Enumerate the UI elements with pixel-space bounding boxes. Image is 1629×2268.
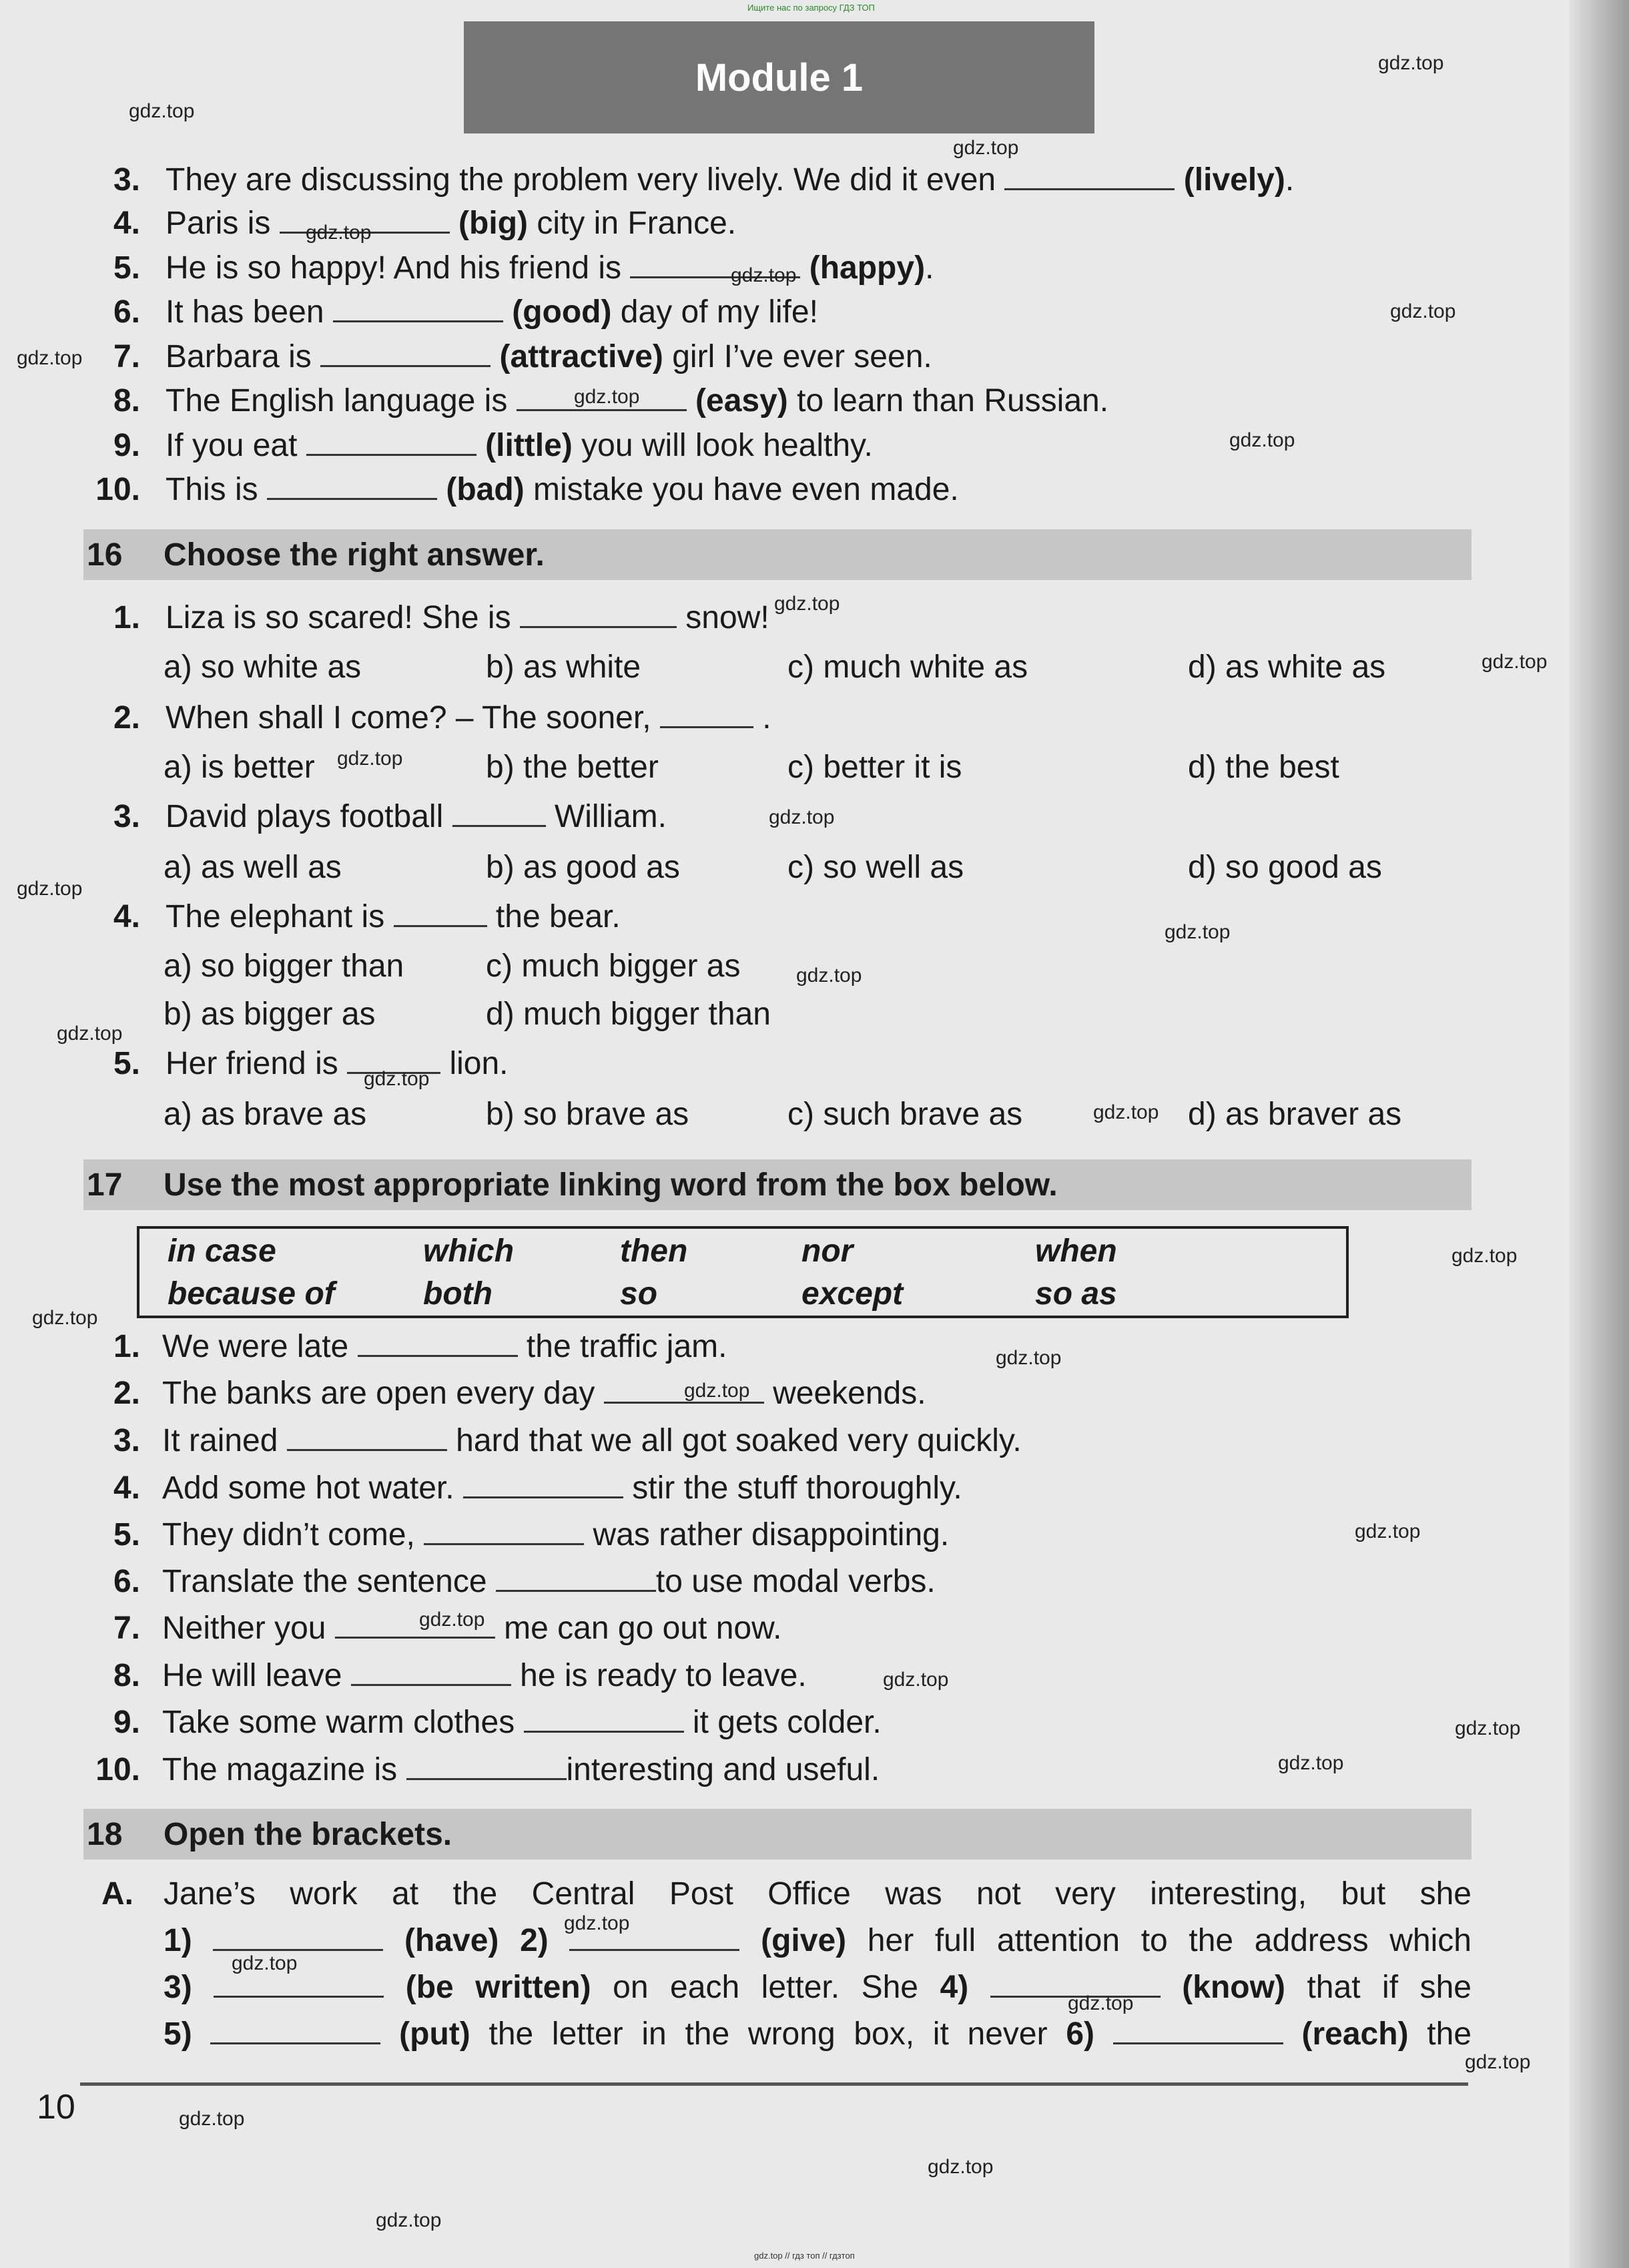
item-number: 3. xyxy=(113,799,140,834)
item-number: 6. xyxy=(113,1564,140,1599)
watermark: gdz.top xyxy=(1278,1752,1344,1774)
section-number: 18 xyxy=(87,1817,123,1852)
item-number: 4. xyxy=(113,206,140,241)
box-word: because of xyxy=(168,1276,335,1312)
box-word: in case xyxy=(168,1233,276,1269)
answer-option: a) so bigger than xyxy=(164,948,404,984)
paragraph-line: 1) (have) 2) (give) her full attention to the address which xyxy=(164,1923,1472,1958)
item-number: 8. xyxy=(113,383,140,418)
watermark: gdz.top xyxy=(306,222,372,244)
ex15-item: The English language is (easy) to learn than Russian. xyxy=(166,383,1109,418)
question-text: Her friend is lion. xyxy=(166,1046,509,1081)
section-title: Use the most appropriate linking word from the box below. xyxy=(164,1167,1058,1203)
page-edge-shadow xyxy=(1569,0,1629,2268)
item-number: 10. xyxy=(95,472,140,507)
watermark: gdz.top xyxy=(17,347,83,369)
item-number: 3. xyxy=(113,162,140,198)
ex15-item: They are discussing the problem very lively. We did it even (lively). xyxy=(166,162,1295,198)
answer-option: b) the better xyxy=(486,750,659,785)
question-text: When shall I come? – The sooner, . xyxy=(166,700,771,736)
answer-option: c) better it is xyxy=(787,750,962,785)
watermark: gdz.top xyxy=(337,748,403,770)
answer-option: a) so white as xyxy=(164,649,362,685)
section-number: 17 xyxy=(87,1167,123,1203)
box-word: nor xyxy=(801,1233,854,1269)
ex17-item: We were late the traffic jam. xyxy=(162,1329,727,1364)
watermark: gdz.top xyxy=(883,1669,949,1691)
answer-option: a) is better xyxy=(164,750,315,785)
watermark: gdz.top xyxy=(774,593,840,615)
item-number: 5. xyxy=(113,1046,140,1081)
section-title: Open the brackets. xyxy=(164,1817,452,1852)
paragraph-line: 3) (be written) on each letter. She 4) (know) that if she xyxy=(164,1970,1472,2005)
watermark: gdz.top xyxy=(996,1347,1062,1369)
answer-option: d) so good as xyxy=(1188,850,1382,885)
ex15-item: He is so happy! And his friend is (happy). xyxy=(166,250,934,286)
item-number: 9. xyxy=(113,428,140,463)
box-word: so xyxy=(620,1276,658,1312)
watermark: gdz.top xyxy=(1355,1520,1421,1542)
box-word: which xyxy=(423,1233,515,1269)
watermark: gdz.top xyxy=(1455,1717,1521,1739)
answer-option: c) much white as xyxy=(787,649,1028,685)
answer-option: c) such brave as xyxy=(787,1097,1023,1132)
paragraph-line: 5) (put) the letter in the wrong box, it never 6) (reach) the xyxy=(164,2016,1472,2052)
ex15-item: Paris is (big) city in France. xyxy=(166,206,737,241)
item-number: 5. xyxy=(113,250,140,286)
item-number: 7. xyxy=(113,1611,140,1646)
answer-option: a) as well as xyxy=(164,850,342,885)
ex15-item: If you eat (little) you will look healthy. xyxy=(166,428,873,463)
watermark: gdz.top xyxy=(1451,1245,1518,1267)
ex17-item: The magazine is interesting and useful. xyxy=(162,1752,880,1787)
answer-option: c) much bigger as xyxy=(486,948,741,984)
word-box xyxy=(137,1226,1349,1318)
answer-option: a) as brave as xyxy=(164,1097,367,1132)
answer-option: d) the best xyxy=(1188,750,1339,785)
ex17-item: The banks are open every day weekends. xyxy=(162,1376,926,1411)
bottom-note: gdz.top // гдз топ // гдзтоп xyxy=(754,2251,855,2261)
watermark: gdz.top xyxy=(1465,2051,1531,2073)
box-word: then xyxy=(620,1233,688,1269)
watermark: gdz.top xyxy=(796,964,862,986)
box-word: except xyxy=(801,1276,904,1312)
item-number: 4. xyxy=(113,899,140,934)
watermark: gdz.top xyxy=(684,1380,750,1402)
page-number: 10 xyxy=(37,2088,75,2127)
answer-option: c) so well as xyxy=(787,850,964,885)
item-number: 3. xyxy=(113,1423,140,1458)
item-number: 6. xyxy=(113,294,140,330)
ex17-item: It rained hard that we all got soaked very quickly. xyxy=(162,1423,1022,1458)
part-label: A. xyxy=(101,1876,133,1912)
watermark: gdz.top xyxy=(564,1912,630,1934)
watermark: gdz.top xyxy=(953,137,1019,159)
answer-option: b) as white xyxy=(486,649,641,685)
ex17-item: Neither you me can go out now. xyxy=(162,1611,782,1646)
ex15-item: Barbara is (attractive) girl I’ve ever seen. xyxy=(166,339,932,374)
question-text: The elephant is the bear. xyxy=(166,899,621,934)
watermark: gdz.top xyxy=(364,1068,430,1090)
watermark: gdz.top xyxy=(1482,651,1548,673)
item-number: 10. xyxy=(95,1752,140,1787)
watermark: gdz.top xyxy=(179,2108,245,2130)
watermark: gdz.top xyxy=(1378,52,1444,74)
footer-rule xyxy=(80,2082,1468,2086)
section-title: Choose the right answer. xyxy=(164,537,545,573)
item-number: 1. xyxy=(113,600,140,635)
question-text: David plays football William. xyxy=(166,799,667,834)
ex17-item: They didn’t come, was rather disappointing. xyxy=(162,1517,950,1552)
watermark: gdz.top xyxy=(17,878,83,900)
item-number: 8. xyxy=(113,1658,140,1693)
watermark: gdz.top xyxy=(1093,1101,1159,1123)
answer-option: d) as white as xyxy=(1188,649,1386,685)
item-number: 9. xyxy=(113,1705,140,1740)
watermark: gdz.top xyxy=(419,1609,485,1631)
top-note: Ищите нас по запросу ГДЗ ТОП xyxy=(747,3,875,13)
watermark: gdz.top xyxy=(1390,300,1456,322)
ex15-item: It has been (good) day of my life! xyxy=(166,294,818,330)
watermark: gdz.top xyxy=(731,264,797,286)
watermark: gdz.top xyxy=(1165,921,1231,943)
answer-option: d) as braver as xyxy=(1188,1097,1402,1132)
item-number: 2. xyxy=(113,700,140,736)
box-word: so as xyxy=(1035,1276,1117,1312)
box-word: when xyxy=(1035,1233,1117,1269)
item-number: 1. xyxy=(113,1329,140,1364)
answer-option: b) as bigger as xyxy=(164,997,376,1032)
item-number: 7. xyxy=(113,339,140,374)
watermark: gdz.top xyxy=(928,2156,994,2178)
module-title: Module 1 xyxy=(464,21,1094,133)
watermark: gdz.top xyxy=(129,100,195,122)
ex17-item: He will leave he is ready to leave. xyxy=(162,1658,807,1693)
watermark: gdz.top xyxy=(232,1952,298,1974)
watermark: gdz.top xyxy=(1229,429,1295,451)
ex17-item: Take some warm clothes it gets colder. xyxy=(162,1705,882,1740)
item-number: 4. xyxy=(113,1470,140,1506)
answer-option: b) as good as xyxy=(486,850,680,885)
ex15-item: This is (bad) mistake you have even made. xyxy=(166,472,959,507)
watermark: gdz.top xyxy=(32,1307,98,1329)
watermark: gdz.top xyxy=(574,386,640,408)
question-text: Liza is so scared! She is snow! xyxy=(166,600,769,635)
section-number: 16 xyxy=(87,537,123,573)
watermark: gdz.top xyxy=(1068,1992,1134,2014)
answer-option: b) so brave as xyxy=(486,1097,689,1132)
paragraph-line: Jane’s work at the Central Post Office was not very interesting, but she xyxy=(164,1876,1472,1912)
box-word: both xyxy=(423,1276,493,1312)
answer-option: d) much bigger than xyxy=(486,997,771,1032)
ex17-item: Translate the sentence to use modal verbs. xyxy=(162,1564,936,1599)
item-number: 5. xyxy=(113,1517,140,1552)
watermark: gdz.top xyxy=(57,1023,123,1045)
watermark: gdz.top xyxy=(376,2209,442,2231)
ex17-item: Add some hot water. stir the stuff thoroughly. xyxy=(162,1470,962,1506)
item-number: 2. xyxy=(113,1376,140,1411)
watermark: gdz.top xyxy=(769,806,835,828)
